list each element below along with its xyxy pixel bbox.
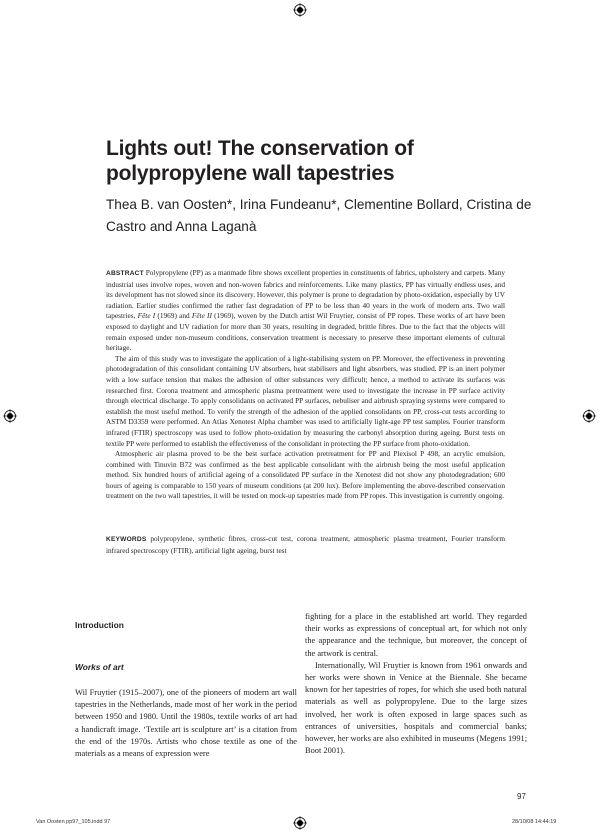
abstract bbox=[106, 268, 505, 502]
abstract-paragraph-3: Atmospheric air plasma proved to be the best surface activation pretreatment for PP and Plexisol P 498, an acrylic emulsion, combined with Tinuvin B72 was confirmed as the best applicable consolidant with the airbrush being the most useful application method. Six hundred hours of artificial ageing of a consolidated PP surface in the Xenotest did not show any photodegradation; 600 hours of ageing is comparable to 150 years of museum conditions (at 200 lux). Before implementing the above-described conservation treatment on the two wall tapestries, it will be tested on mock-up tapestries made from PP ropes. This investigation is currently ongoing. bbox=[106, 449, 505, 501]
abstract-paragraph-1 bbox=[106, 268, 505, 354]
page-number: 97 bbox=[517, 792, 526, 801]
abstract-label: ABSTRACT bbox=[106, 270, 144, 277]
body-paragraph: Wil Fruytier (1915–2007), one of the pioneers of modern art wall tapestries in the Netherlands, made most of her work in the period between 1950 and 1980. Until the 1980s, textile works of art had a handicraft image. ‘Textile art is sculpture art’ is a citation from the end of the 1970s. Artists who chose textile as one of the materials as a means of expression were bbox=[75, 688, 297, 759]
abstract-p1-end: (1969), woven by the Dutch artist Wil Fruytier, consist of PP ropes. These works of art have been exposed to daylight and UV radiation for more than 30 years, resulting in degraded, brittle fibres. Due to the fact that the objects will remain exposed under non-museum conditions, conservation treatment is necessary to preserve these important elements of cultural heritage. bbox=[106, 311, 505, 353]
body-paragraph: Internationally, Wil Fruytier is known from 1961 onwards and her works were shown in Venice at the Biennale. She became known for her tapestries of ropes, for which she used both natural materials as well as polypropylene. Due to the large sizes involved, her work is often exposed in large spaces such as entrances of universities, hospitals and commercial banks; however, her works are also exhibited in museums (Megens 1991; Boot 2001). bbox=[305, 660, 528, 756]
print-slug-file: Van Oosten pp97_105.indd 97 bbox=[36, 819, 111, 825]
article-title: Lights out! The conservation of polypropylene wall tapestries bbox=[106, 137, 414, 185]
abstract-paragraph-2: The aim of this study was to investigate the application of a light-stabilising system on PP. Moreover, the effectiveness in preventing photodegradation of this consolidant containing UV absorbers, heat stabilisers and light absorbers, was studied. PP is an inert polymer with a low surface tension that makes the adhesion of other substances very difficult; hence, a method to activate its surfaces was researched first. Corona treatment and atmospheric plasma pretreatment were used to investigate the increase in PP surface activity through electrical discharge. To apply consolidants on activated PP surfaces, nebuliser and airbrush spraying systems were compared to establish the most useful method. To verify the strength of the adhesion of the applied consolidants on PP, cross-cut tests according to ASTM D3359 were performed. An Atlas Xenotest Alpha chamber was used to artificially light-age PP test samples. Fourier transform infrared (FTIR) spectroscopy was used to follow photo-oxidation by measuring the carbonyl absorption during ageing. Burst tests on textile PP were performed to establish the effectiveness of the consolidant in protecting the PP surface from photo-oxidation. bbox=[106, 353, 505, 448]
print-slug-date: 28/10/08 14:44:19 bbox=[512, 819, 557, 825]
body-column-left bbox=[75, 687, 297, 760]
registration-mark-right-icon bbox=[582, 409, 596, 423]
subsection-heading-works-of-art: Works of art bbox=[75, 662, 124, 672]
registration-mark-left-icon bbox=[3, 409, 17, 423]
abstract-p1-text: Polypropylene (PP) as a manmade fibre shows excellent properties in constituents of fabrics, upholstery and carpets. Many industrial uses involve ropes, woven and non-woven fabrics and reinforcements. Like many plastics, PP has virtually endless uses, and its development has not slowed since its discovery. However, this polymer is prone to degradation by photo-oxidation, especially by UV radiation. Earlier studies confirmed the rather fast degradation of PP to be less than 40 years in the work of modern arts. Two wall tapestries, bbox=[106, 268, 506, 321]
keywords-text: polypropylene, synthetic fibres, cross-cut test, corona treatment, atmospheric plasma treatment, Fourier transform infrared spectroscopy (FTIR), artificial light ageing, burst test bbox=[106, 534, 506, 555]
abstract-artwork-title-2: Fête II bbox=[191, 311, 212, 321]
section-heading-introduction: Introduction bbox=[75, 620, 124, 630]
author-list: Thea B. van Oosten*, Irina Fundeanu*, Clementine Bollard, Cristina de Castro and Anna Laganà bbox=[106, 197, 532, 234]
registration-mark-top-icon bbox=[293, 3, 307, 17]
registration-mark-bottom-icon bbox=[293, 816, 307, 830]
abstract-p1-mid: (1969) and bbox=[155, 311, 192, 321]
body-column-right bbox=[305, 611, 527, 757]
keywords-label: KEYWORDS bbox=[106, 536, 147, 543]
body-paragraph: fighting for a place in the established art world. They regarded their works as expressions of conceptual art, for which not only the appearance and the technique, but moreover, the concept of the artwork is central. bbox=[305, 612, 527, 658]
keywords bbox=[106, 534, 505, 556]
abstract-artwork-title-1: Fête I bbox=[137, 311, 156, 321]
